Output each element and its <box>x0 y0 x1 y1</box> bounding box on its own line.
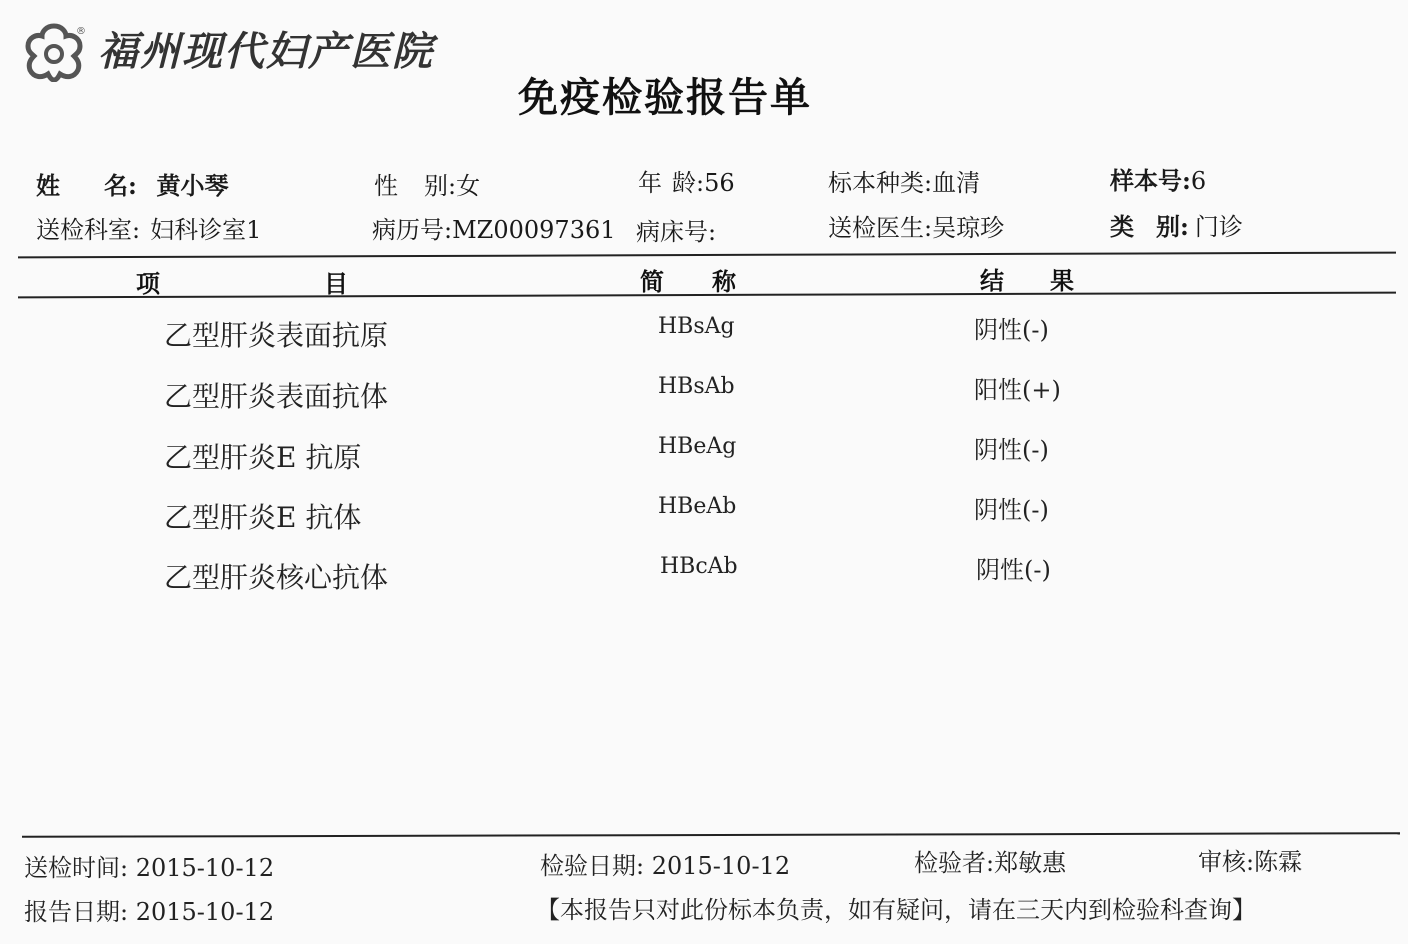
tester: 检验者:郑敏惠 <box>914 849 1067 877</box>
report-date: 报告日期: 2015-10-12 <box>24 898 275 926</box>
col-header-result-2: 果 <box>1050 266 1074 295</box>
test-result: 阴性(-) <box>974 496 1049 524</box>
col-header-item-2: 目 <box>324 269 348 298</box>
sample-no-label: 样本号: <box>1110 166 1191 195</box>
specimen-field <box>828 163 980 198</box>
test-item: 乙型肝炎核心抗体 <box>164 561 389 594</box>
category-value: 门诊 <box>1194 213 1243 241</box>
hospital-logo-icon <box>22 22 86 82</box>
col-header-abbr-2: 称 <box>712 267 736 296</box>
dept-label: 送检科室: <box>36 216 141 244</box>
record-field <box>372 210 616 245</box>
dept-field <box>36 210 261 245</box>
bed-label: 病床号: <box>636 218 717 246</box>
category-field: 类 别: 门诊 <box>1110 212 1243 241</box>
report-title: 免疫检验报告单 <box>518 74 812 121</box>
col-header-item-1: 项 <box>136 269 160 298</box>
test-abbr: HBcAb <box>660 554 738 579</box>
test-result: 阴性(-) <box>974 316 1049 344</box>
sample-no-field <box>1110 161 1206 196</box>
name-field: 姓 名: 黄小琴 <box>36 171 229 200</box>
doctor-field <box>828 208 1004 243</box>
sample-no-value: 6 <box>1190 167 1207 195</box>
test-result: 阴性(-) <box>974 436 1049 464</box>
test-result: 阴性(-) <box>976 556 1051 584</box>
bed-field <box>636 212 716 247</box>
doctor-value: 吴琼珍 <box>932 214 1005 242</box>
dept-value: 妇科诊室1 <box>150 216 262 244</box>
specimen-value: 血清 <box>932 169 981 197</box>
col-header-result-1: 结 <box>980 266 1004 295</box>
footer-rule <box>22 832 1400 838</box>
age-field: 年 龄:56 <box>638 169 735 197</box>
record-value: MZ00097361 <box>452 216 616 244</box>
test-result: 阳性(+) <box>974 376 1061 404</box>
send-time: 送检时间: 2015-10-12 <box>24 854 275 882</box>
test-abbr: HBeAb <box>658 494 737 519</box>
test-item: 乙型肝炎E 抗原 <box>164 441 362 474</box>
test-item: 乙型肝炎E 抗体 <box>164 501 362 534</box>
svg-text:®: ® <box>76 26 86 37</box>
test-date: 检验日期: 2015-10-12 <box>540 852 791 880</box>
col-header-abbr-1: 简 <box>640 267 664 296</box>
patient-age: 56 <box>704 169 735 197</box>
hospital-name: 福州现代妇产医院 <box>98 28 434 75</box>
test-abbr: HBsAg <box>658 314 735 339</box>
patient-name: 黄小琴 <box>156 171 229 200</box>
record-label: 病历号: <box>372 216 453 244</box>
test-item: 乙型肝炎表面抗原 <box>164 319 389 352</box>
reviewer: 审核:陈霖 <box>1198 848 1303 876</box>
test-item: 乙型肝炎表面抗体 <box>164 380 389 413</box>
doctor-label: 送检医生: <box>828 214 933 242</box>
patient-sex: 女 <box>456 172 481 200</box>
test-abbr: HBeAg <box>658 434 737 459</box>
table-header-rule <box>18 292 1396 299</box>
sex-field: 性 别:女 <box>374 172 481 200</box>
table-top-rule <box>18 252 1396 259</box>
specimen-label: 标本种类: <box>828 169 933 197</box>
disclaimer-notice: 【本报告只对此份标本负责，如有疑问，请在三天内到检验科查询】 <box>536 896 1256 924</box>
test-abbr: HBsAb <box>658 374 735 399</box>
